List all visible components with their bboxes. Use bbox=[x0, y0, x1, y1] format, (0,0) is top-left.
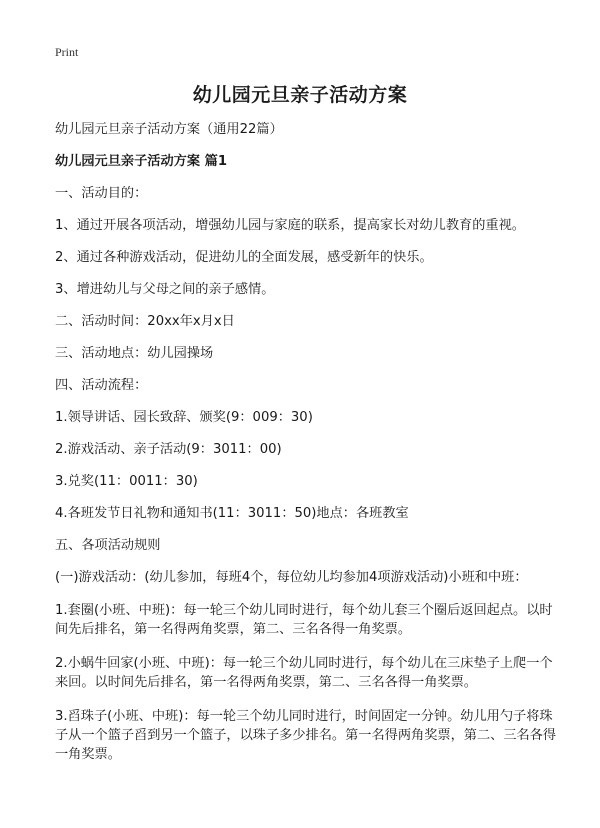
print-link[interactable]: Print bbox=[55, 45, 79, 59]
paragraph: 2、通过各种游戏活动，促进幼儿的全面发展，感受新年的快乐。 bbox=[55, 250, 433, 265]
paragraph: 四、活动流程： bbox=[55, 378, 148, 393]
section-heading: 幼儿园元旦亲子活动方案 篇1 bbox=[55, 154, 228, 169]
paragraph: 二、活动时间：20xx年x月x日 bbox=[55, 314, 235, 329]
paragraph: 五、各项活动规则 bbox=[55, 538, 161, 553]
paragraph: 3.兑奖(11：0011：30) bbox=[55, 474, 198, 489]
paragraph: 2.小蜗牛回家(小班、中班)：每一轮三个幼儿同时进行，每个幼儿在三床垫子上爬一个来回。以时间先后排名，第一名得两角奖票，第二、三名各得一角奖票。 bbox=[55, 656, 553, 690]
subtitle: 幼儿园元旦亲子活动方案（通用22篇） bbox=[55, 122, 283, 137]
paragraph: 2.游戏活动、亲子活动(9：3011：00) bbox=[55, 442, 282, 457]
paragraph: 1、通过开展各项活动，增强幼儿园与家庭的联系，提高家长对幼儿教育的重视。 bbox=[55, 218, 525, 233]
paragraph: 4.各班发节日礼物和通知书(11：3011：50)地点：各班教室 bbox=[55, 506, 409, 521]
paragraph: 1.领导讲话、园长致辞、颁奖(9：009：30) bbox=[55, 410, 313, 425]
paragraph: 一、活动目的： bbox=[55, 186, 148, 201]
paragraph: 1.套圈(小班、中班)：每一轮三个幼儿同时进行，每个幼儿套三个圈后返回起点。以时间先后排名，第一名得两角奖票，第二、三名各得一角奖票。 bbox=[55, 603, 553, 637]
document-title: 幼儿园元旦亲子活动方案 bbox=[192, 84, 408, 106]
document-body bbox=[55, 121, 565, 779]
paragraph: (一)游戏活动：(幼儿参加，每班4个，每位幼儿均参加4项游戏活动)小班和中班： bbox=[55, 570, 528, 585]
paragraph: 3、增进幼儿与父母之间的亲子感情。 bbox=[55, 282, 275, 297]
paragraph: 三、活动地点：幼儿园操场 bbox=[55, 346, 214, 361]
paragraph: 3.舀珠子(小班、中班)：每一轮三个幼儿同时进行，时间固定一分钟。幼儿用勺子将珠子从一个篮子舀到另一个篮子，以珠子多少排名。第一名得两角奖票，第二、三名各得一角奖票。 bbox=[55, 709, 557, 762]
